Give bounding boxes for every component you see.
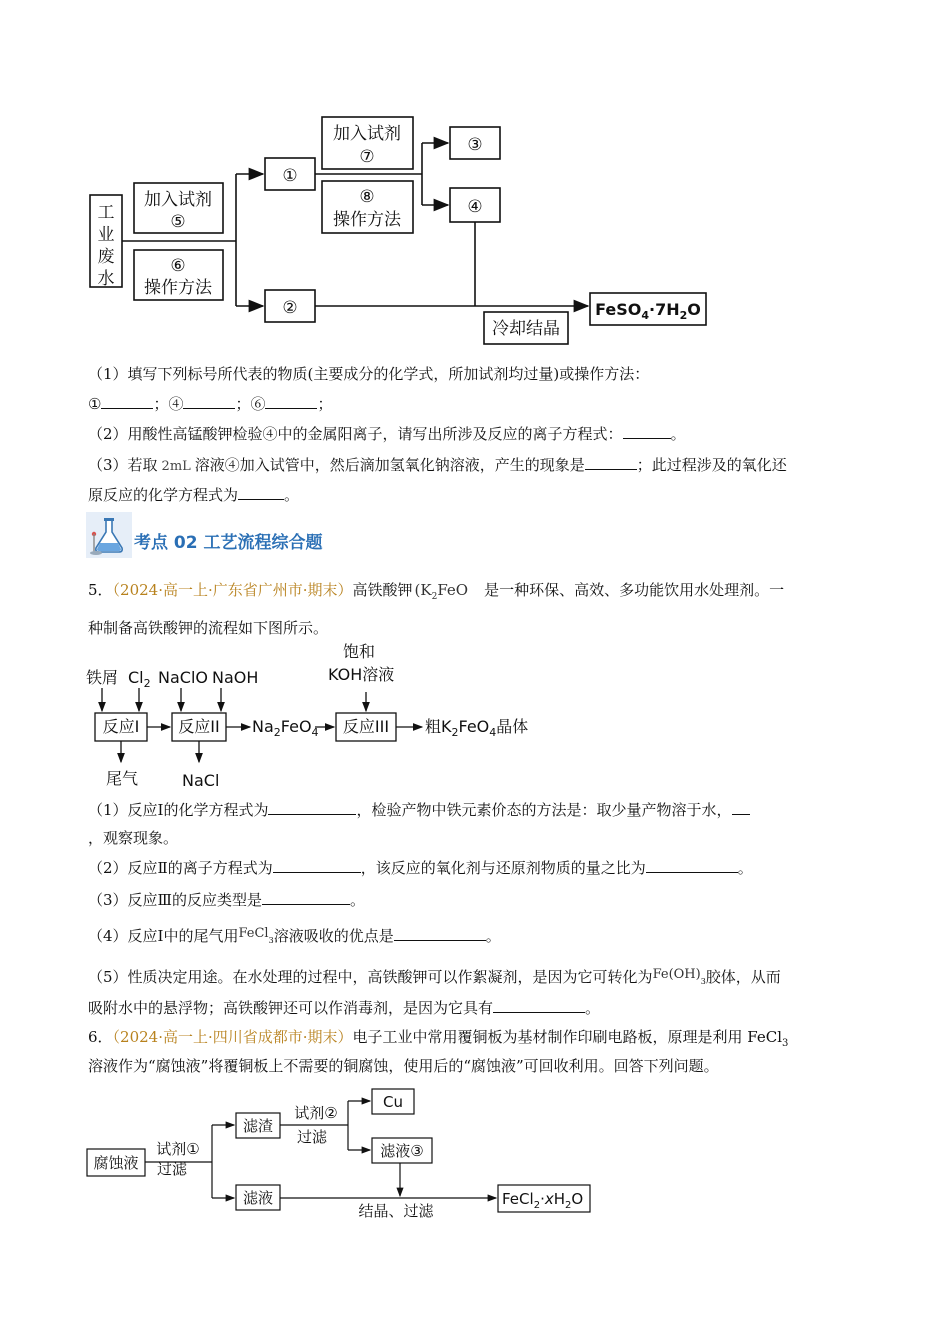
etching-label: 腐蚀液 — [93, 1154, 139, 1172]
box-2-label: ② — [282, 298, 298, 318]
step3-label: 结晶、过滤 — [358, 1202, 434, 1220]
q4-part1: （1）填写下列标号所代表的物质(主要成分的化学式，所加试剂均过量)或操作方法： — [88, 365, 650, 383]
q6-intro: 6．（2024·高一上·四川省成都市·期末）电子工业中常用覆铜板为基材制作印刷电路板，原理是利用 FeCl$_3$ — [88, 1028, 789, 1049]
source-char-4: 水 — [97, 269, 115, 289]
step2-filter: 过滤 — [296, 1128, 328, 1146]
input-naclo: NaClO — [158, 668, 208, 687]
answer-blank[interactable] — [273, 858, 361, 873]
q4-part2: （2）用酸性高锰酸钾检验④中的金属阳离子，请写出所涉及反应的离子方程式： 。 — [88, 425, 686, 443]
filtrate-3-label: 滤液③ — [380, 1142, 424, 1160]
output-tail-gas: 尾气 — [106, 769, 139, 788]
product-feso4-label: $FeSO_4\cdot 7H_2O$ — [595, 300, 701, 322]
q4-part1-blanks: ① ；④ ；⑥ ； — [88, 395, 333, 413]
q4-part3-cont: 原反应的化学方程式为 。 — [88, 486, 300, 504]
answer-blank[interactable] — [623, 424, 671, 439]
answer-blank[interactable] — [646, 858, 738, 873]
answer-blank[interactable] — [732, 800, 750, 815]
product-fecl2-label: $FeCl_2\cdot xH_2O$ — [502, 1190, 584, 1211]
q5-sub2: （2）反应Ⅱ的离子方程式为 ，该反应的氧化剂与还原剂物质的量之比为 。 — [88, 859, 753, 877]
step1-reagent: 试剂① — [156, 1140, 200, 1158]
answer-blank[interactable] — [268, 800, 356, 815]
input-cl2: $Cl_2$ — [128, 668, 151, 690]
q6-intro-cont: 溶液作为“腐蚀液”将覆铜板上不需要的铜腐蚀，使用后的“腐蚀液”可回收利用。回答下列问题。 — [88, 1057, 719, 1075]
output-nacl: NaCl — [182, 771, 220, 790]
q5-sub1: （1）反应Ⅰ的化学方程式为 ，检验产物中铁元素价态的方法是：取少量产物溶于水， — [88, 800, 750, 820]
reagent-5-num: ⑤ — [170, 212, 186, 232]
input-naoh: NaOH — [212, 668, 259, 687]
reagent-7-label: 加入试剂 — [333, 124, 401, 144]
filtrate-label: 滤液 — [242, 1189, 274, 1207]
flask-icon — [86, 512, 132, 558]
op-6-num: ⑥ — [170, 256, 186, 276]
q5-sub3: （3）反应Ⅲ的反应类型是 。 — [88, 891, 366, 909]
reaction-1-label: 反应I — [102, 717, 140, 736]
q5-sub1-cont: ，观察现象。 — [88, 829, 179, 847]
input-saturated: 饱和 — [343, 642, 376, 661]
flowchart-k2feo4 — [0, 642, 950, 795]
answer-blank[interactable] — [394, 926, 486, 941]
answer-blank[interactable] — [238, 485, 284, 500]
q5-intro-cont: 种制备高铁酸钾的流程如下图所示。 — [88, 619, 329, 637]
answer-blank[interactable] — [101, 394, 153, 409]
kaodian-title: 考点 02 工艺流程综合题 — [134, 533, 323, 553]
reaction-2-label: 反应II — [178, 717, 220, 736]
reagent-7-num: ⑦ — [359, 147, 375, 167]
flowchart-etching-solution — [0, 1085, 950, 1225]
op-6-label: 操作方法 — [144, 278, 212, 298]
q4-part3: （3）若取 2mL 溶液④加入试管中，然后滴加氢氧化钠溶液，产生的现象是 ；此过程涉及的氧化还 — [88, 456, 787, 474]
box-3-label: ③ — [467, 135, 483, 155]
answer-blank[interactable] — [585, 455, 637, 470]
output-k2feo4: 粗$K_2FeO_4$晶体 — [425, 717, 529, 739]
q5-sub5: （5）性质决定用途。在水处理的过程中，高铁酸钾可以作絮凝剂，是因为它可转化为Fe(OH)3胶体，从而 — [88, 967, 781, 986]
reagent-5-label: 加入试剂 — [144, 190, 212, 210]
flowchart-waste-water — [0, 0, 950, 350]
step1-filter: 过滤 — [156, 1160, 188, 1178]
op-8-num: ⑧ — [359, 187, 375, 207]
source-char-1: 工 — [97, 203, 115, 223]
source-char-3: 废 — [97, 247, 115, 267]
q5-intro: 5．（2024·高一上·广东省广州市·期末）高铁酸钾 ($K_2FeO$ 是一种环保、高效、多功能饮用水处理剂。一 — [88, 581, 785, 602]
op-8-label: 操作方法 — [333, 210, 401, 230]
answer-blank[interactable] — [493, 998, 585, 1013]
cu-label: Cu — [383, 1093, 403, 1111]
box-4-label: ④ — [467, 197, 483, 217]
q5-sub5-cont: 吸附水中的悬浮物；高铁酸钾还可以作消毒剂，是因为它具有 。 — [88, 999, 601, 1017]
box-1-label: ① — [282, 166, 298, 186]
answer-blank[interactable] — [262, 890, 350, 905]
residue-label: 滤渣 — [242, 1117, 274, 1135]
q5-sub4: （4）反应Ⅰ中的尾气用FeCl3溶液吸收的优点是 。 — [88, 926, 501, 945]
step2-reagent: 试剂② — [294, 1104, 338, 1122]
reaction-3-label: 反应III — [342, 717, 390, 736]
intermediate-na2feo4: $Na_2FeO_4$ — [252, 717, 319, 739]
input-koh: KOH溶液 — [328, 665, 395, 684]
source-char-2: 业 — [97, 225, 115, 245]
answer-blank[interactable] — [183, 394, 235, 409]
answer-blank[interactable] — [265, 394, 317, 409]
input-iron: 铁屑 — [86, 668, 119, 687]
cool-label: 冷却结晶 — [492, 319, 560, 339]
